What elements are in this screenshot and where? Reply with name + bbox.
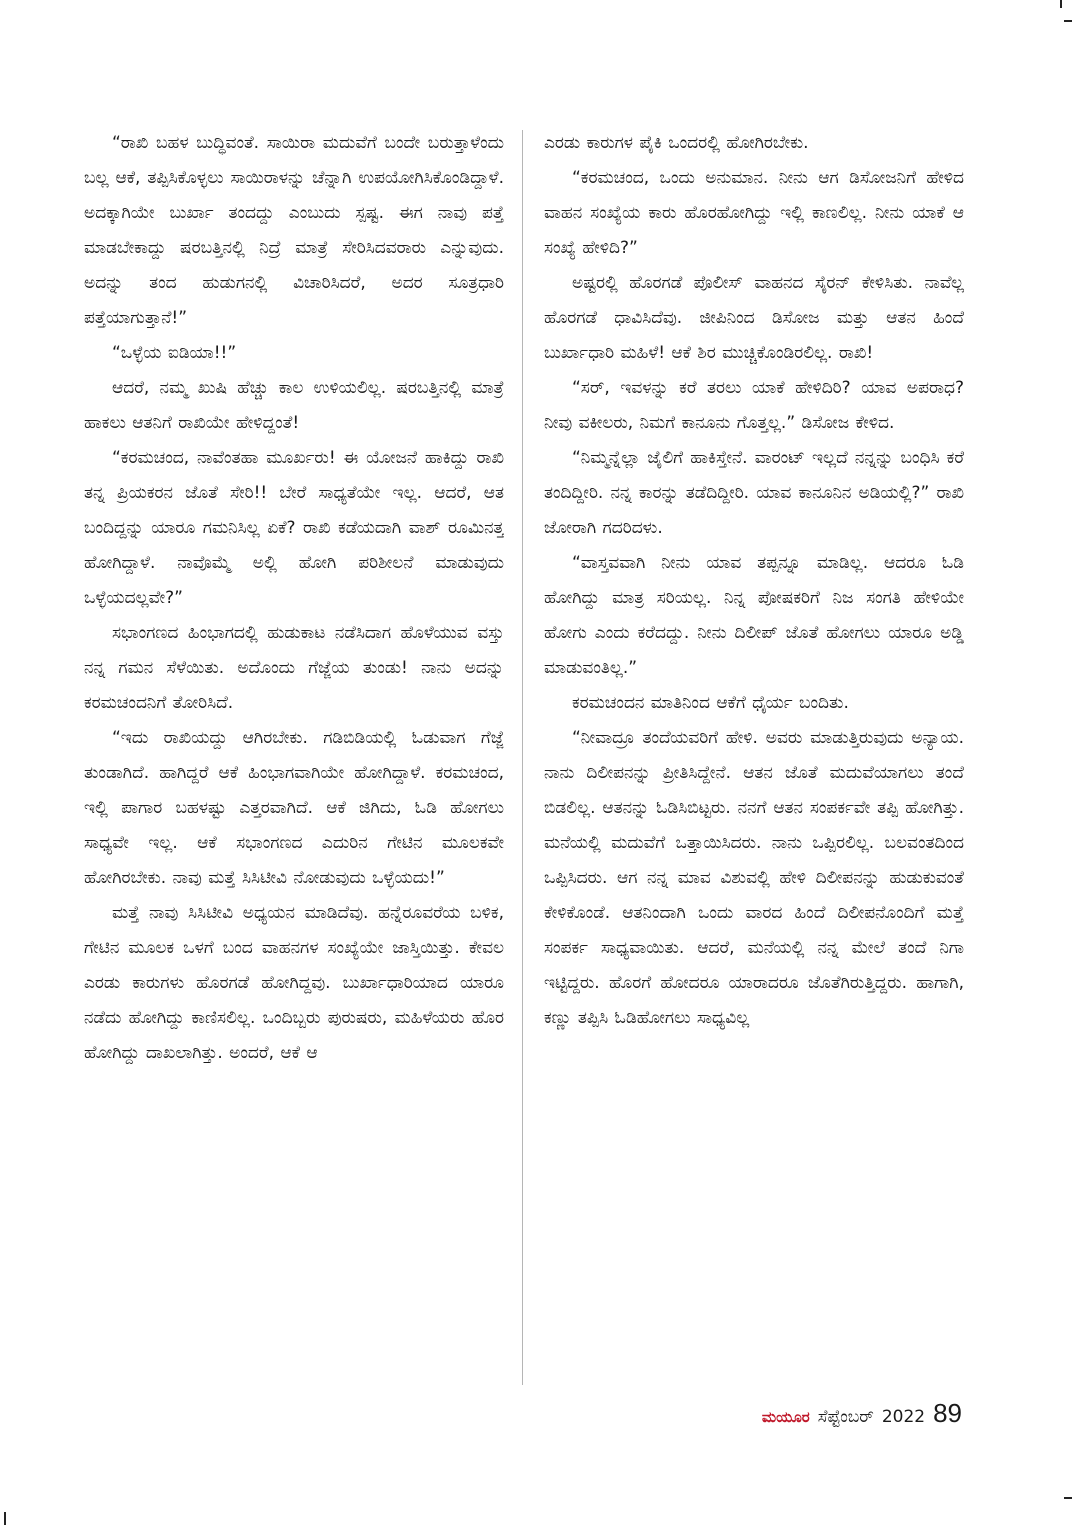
magazine-logo: ಮಯೂರ: [761, 1408, 810, 1426]
paragraph: ಎರಡು ಕಾರುಗಳ ಪೈಕಿ ಒಂದರಲ್ಲಿ ಹೋಗಿರಬೇಕು.: [544, 133, 809, 153]
paragraph: “ಇದು ರಾಖಿಯದ್ದು ಆಗಿರಬೇಕು. ಗಡಿಬಿಡಿಯಲ್ಲಿ ಓಡುವಾಗ ಗೆಜ್ಜೆ ತುಂಡಾಗಿದೆ. ಹಾಗಿದ್ದರೆ ಆಕೆ ಹಿಂಭಾಗವಾಗಿಯೇ ಹೋಗಿದ್ದಾಳೆ. ಕರಮಚಂದ, ಇಲ್ಲಿ ಪಾಗಾರ ಬಹಳಷ್ಟು ಎತ್ತರವಾಗಿದೆ. ಆಕೆ ಜಿಗಿದು, ಓಡಿ ಹೋಗಲು ಸಾಧ್ಯವೇ ಇಲ್ಲ. ಆಕೆ ಸಭಾಂಗಣದ ಎದುರಿನ ಗೇಟಿನ ಮೂಲಕವೇ ಹೋಗಿರಬೇಕು. ನಾವು ಮತ್ತೆ ಸಿಸಿಟೀವಿ ನೋಡುವುದು ಒಳ್ಳೆಯದು!”: [84, 728, 504, 888]
paragraph: “ಸರ್, ಇವಳನ್ನು ಕರೆ ತರಲು ಯಾಕೆ ಹೇಳಿದಿರಿ? ಯಾವ ಅಪರಾಧ? ನೀವು ವಕೀಲರು, ನಿಮಗೆ ಕಾನೂನು ಗೊತ್ತಲ್ಲ.” ಡಿಸೋಜ ಕೇಳಿದ.: [544, 378, 964, 433]
issue-month: ಸೆಪ್ಟೆಂಬರ್: [817, 1407, 874, 1427]
paragraph: ಕರಮಚಂದನ ಮಾತಿನಿಂದ ಆಕೆಗೆ ಧೈರ್ಯ ಬಂದಿತು.: [572, 693, 849, 713]
page-footer: [762, 1398, 962, 1432]
paragraph: “ಕರಮಚಂದ, ಒಂದು ಅನುಮಾನ. ನೀನು ಆಗ ಡಿಸೋಜನಿಗೆ ಹೇಳಿದ ವಾಹನ ಸಂಖ್ಯೆಯ ಕಾರು ಹೊರಹೋಗಿದ್ದು ಇಲ್ಲಿ ಕಾಣಲಿಲ್ಲ. ನೀನು ಯಾಕೆ ಆ ಸಂಖ್ಯೆ ಹೇಳಿದಿ?”: [544, 168, 964, 258]
crop-mark-right-lower: [1064, 1497, 1072, 1499]
paragraph: ಮತ್ತೆ ನಾವು ಸಿಸಿಟೀವಿ ಅಧ್ಯಯನ ಮಾಡಿದೆವು. ಹನ್ನೆರೂವರೆಯ ಬಳಿಕ, ಗೇಟಿನ ಮೂಲಕ ಒಳಗೆ ಬಂದ ವಾಹನಗಳ ಸಂಖ್ಯೆಯೇ ಜಾಸ್ತಿಯಿತ್ತು. ಕೇವಲ ಎರಡು ಕಾರುಗಳು ಹೊರಗಡೆ ಹೋಗಿದ್ದವು. ಬುರ್ಖಾಧಾರಿಯಾದ ಯಾರೂ ನಡೆದು ಹೋಗಿದ್ದು ಕಾಣಿಸಲಿಲ್ಲ. ಒಂದಿಬ್ಬರು ಪುರುಷರು, ಮಹಿಳೆಯರು ಹೊರ ಹೋಗಿದ್ದು ದಾಖಲಾಗಿತ್ತು. ಅಂದರೆ, ಆಕೆ ಆ: [84, 903, 504, 1063]
paragraph: ಅಷ್ಟರಲ್ಲಿ ಹೊರಗಡೆ ಪೊಲೀಸ್ ವಾಹನದ ಸೈರನ್ ಕೇಳಿಸಿತು. ನಾವೆಲ್ಲ ಹೊರಗಡೆ ಧಾವಿಸಿದೆವು. ಜೀಪಿನಿಂದ ಡಿಸೋಜ ಮತ್ತು ಆತನ ಹಿಂದೆ ಬುರ್ಖಾಧಾರಿ ಮಹಿಳೆ! ಆಕೆ ಶಿರ ಮುಚ್ಚಿಕೊಂಡಿರಲಿಲ್ಲ. ರಾಖಿ!: [544, 273, 964, 363]
page-number: 89: [933, 1398, 962, 1428]
issue-year: 2022: [881, 1407, 926, 1427]
column-divider: [522, 130, 523, 1385]
right-column: [544, 126, 964, 1388]
paragraph: “ವಾಸ್ತವವಾಗಿ ನೀನು ಯಾವ ತಪ್ಪನ್ನೂ ಮಾಡಿಲ್ಲ. ಆದರೂ ಓಡಿ ಹೋಗಿದ್ದು ಮಾತ್ರ ಸರಿಯಲ್ಲ. ನಿನ್ನ ಪೋಷಕರಿಗೆ ನಿಜ ಸಂಗತಿ ಹೇಳಿಯೇ ಹೋಗು ಎಂದು ಕರೆದದ್ದು. ನೀನು ದಿಲೀಪ್ ಜೊತೆ ಹೋಗಲು ಯಾರೂ ಅಡ್ಡಿ ಮಾಡುವಂತಿಲ್ಲ.”: [544, 553, 964, 678]
crop-mark-right-upper: [1064, 20, 1072, 22]
paragraph: “ಒಳ್ಳೆಯ ಐಡಿಯಾ!!”: [112, 343, 237, 363]
paragraph: “ನಿಮ್ಮನ್ನೆಲ್ಲಾ ಜೈಲಿಗೆ ಹಾಕಿಸ್ತೇನೆ. ವಾರಂಟ್ ಇಲ್ಲದೆ ನನ್ನನ್ನು ಬಂಧಿಸಿ ಕರೆ ತಂದಿದ್ದೀರಿ. ನನ್ನ ಕಾರನ್ನು ತಡೆದಿದ್ದೀರಿ. ಯಾವ ಕಾನೂನಿನ ಅಡಿಯಲ್ಲಿ?” ರಾಖಿ ಜೋರಾಗಿ ಗದರಿದಳು.: [544, 448, 964, 538]
crop-mark-bottom-left: [4, 1512, 6, 1525]
paragraph: “ನೀವಾದ್ರೂ ತಂದೆಯವರಿಗೆ ಹೇಳಿ. ಅವರು ಮಾಡುತ್ತಿರುವುದು ಅನ್ಯಾಯ. ನಾನು ದಿಲೀಪನನ್ನು ಪ್ರೀತಿಸಿದ್ದೇನೆ. ಆತನ ಜೊತೆ ಮದುವೆಯಾಗಲು ತಂದೆ ಬಿಡಲಿಲ್ಲ. ಆತನನ್ನು ಓಡಿಸಿಬಿಟ್ಟರು. ನನಗೆ ಆತನ ಸಂಪರ್ಕವೇ ತಪ್ಪಿ ಹೋಗಿತ್ತು. ಮನೆಯಲ್ಲಿ ಮದುವೆಗೆ ಒತ್ತಾಯಿಸಿದರು. ನಾನು ಒಪ್ಪಿರಲಿಲ್ಲ. ಬಲವಂತದಿಂದ ಒಪ್ಪಿಸಿದರು. ಆಗ ನನ್ನ ಮಾವ ವಿಶುವಲ್ಲಿ ಹೇಳಿ ದಿಲೀಪನನ್ನು ಹುಡುಕುವಂತೆ ಕೇಳಿಕೊಂಡೆ. ಆತನಿಂದಾಗಿ ಒಂದು ವಾರದ ಹಿಂದೆ ದಿಲೀಪನೊಂದಿಗೆ ಮತ್ತೆ ಸಂಪರ್ಕ ಸಾಧ್ಯವಾಯಿತು. ಆದರೆ, ಮನೆಯಲ್ಲಿ ನನ್ನ ಮೇಲೆ ತಂದೆ ನಿಗಾ ಇಟ್ಟಿದ್ದರು. ಹೊರಗೆ ಹೋದರೂ ಯಾರಾದರೂ ಜೊತೆಗಿರುತ್ತಿದ್ದರು. ಹಾಗಾಗಿ, ಕಣ್ಣು ತಪ್ಪಿಸಿ ಓಡಿಹೋಗಲು ಸಾಧ್ಯವಿಲ್ಲ: [544, 728, 964, 1028]
crop-mark-top-left: [1060, 0, 1062, 8]
left-column: [84, 126, 504, 1388]
paragraph: ಸಭಾಂಗಣದ ಹಿಂಭಾಗದಲ್ಲಿ ಹುಡುಕಾಟ ನಡೆಸಿದಾಗ ಹೊಳೆಯುವ ವಸ್ತು ನನ್ನ ಗಮನ ಸೆಳೆಯಿತು. ಅದೊಂದು ಗೆಜ್ಜೆಯ ತುಂಡು! ನಾನು ಅದನ್ನು ಕರಮಚಂದನಿಗೆ ತೋರಿಸಿದೆ.: [84, 623, 504, 713]
paragraph: “ರಾಖಿ ಬಹಳ ಬುದ್ಧಿವಂತೆ. ಸಾಯಿರಾ ಮದುವೆಗೆ ಬಂದೇ ಬರುತ್ತಾಳೆಂದು ಬಲ್ಲ ಆಕೆ, ತಪ್ಪಿಸಿಕೊಳ್ಳಲು ಸಾಯಿರಾಳನ್ನು ಚೆನ್ನಾಗಿ ಉಪಯೋಗಿಸಿಕೊಂಡಿದ್ದಾಳೆ. ಅದಕ್ಕಾಗಿಯೇ ಬುರ್ಖಾ ತಂದದ್ದು ಎಂಬುದು ಸ್ಪಷ್ಟ. ಈಗ ನಾವು ಪತ್ತೆ ಮಾಡಬೇಕಾದ್ದು ಷರಬತ್ತಿನಲ್ಲಿ ನಿದ್ರೆ ಮಾತ್ರೆ ಸೇರಿಸಿದವರಾರು ಎನ್ನುವುದು. ಅದನ್ನು ತಂದ ಹುಡುಗನಲ್ಲಿ ವಿಚಾರಿಸಿದರೆ, ಅದರ ಸೂತ್ರಧಾರಿ ಪತ್ತೆಯಾಗುತ್ತಾನೆ!”: [84, 133, 504, 328]
paragraph: “ಕರಮಚಂದ, ನಾವೆಂತಹಾ ಮೂರ್ಖರು! ಈ ಯೋಜನೆ ಹಾಕಿದ್ದು ರಾಖಿ ತನ್ನ ಪ್ರಿಯಕರನ ಜೊತೆ ಸೇರಿ!! ಬೇರೆ ಸಾಧ್ಯತೆಯೇ ಇಲ್ಲ. ಆದರೆ, ಆತ ಬಂದಿದ್ದನ್ನು ಯಾರೂ ಗಮನಿಸಿಲ್ಲ ಏಕೆ? ರಾಖಿ ಕಡೆಯದಾಗಿ ವಾಶ್ ರೂಮಿನತ್ತ ಹೋಗಿದ್ದಾಳೆ. ನಾವೊಮ್ಮೆ ಅಲ್ಲಿ ಹೋಗಿ ಪರಿಶೀಲನೆ ಮಾಡುವುದು ಒಳ್ಳೆಯದಲ್ಲವೇ?”: [84, 448, 504, 608]
paragraph: ಆದರೆ, ನಮ್ಮ ಖುಷಿ ಹೆಚ್ಚು ಕಾಲ ಉಳಿಯಲಿಲ್ಲ. ಷರಬತ್ತಿನಲ್ಲಿ ಮಾತ್ರೆ ಹಾಕಲು ಆತನಿಗೆ ರಾಖಿಯೇ ಹೇಳಿದ್ದಂತೆ!: [84, 378, 504, 433]
